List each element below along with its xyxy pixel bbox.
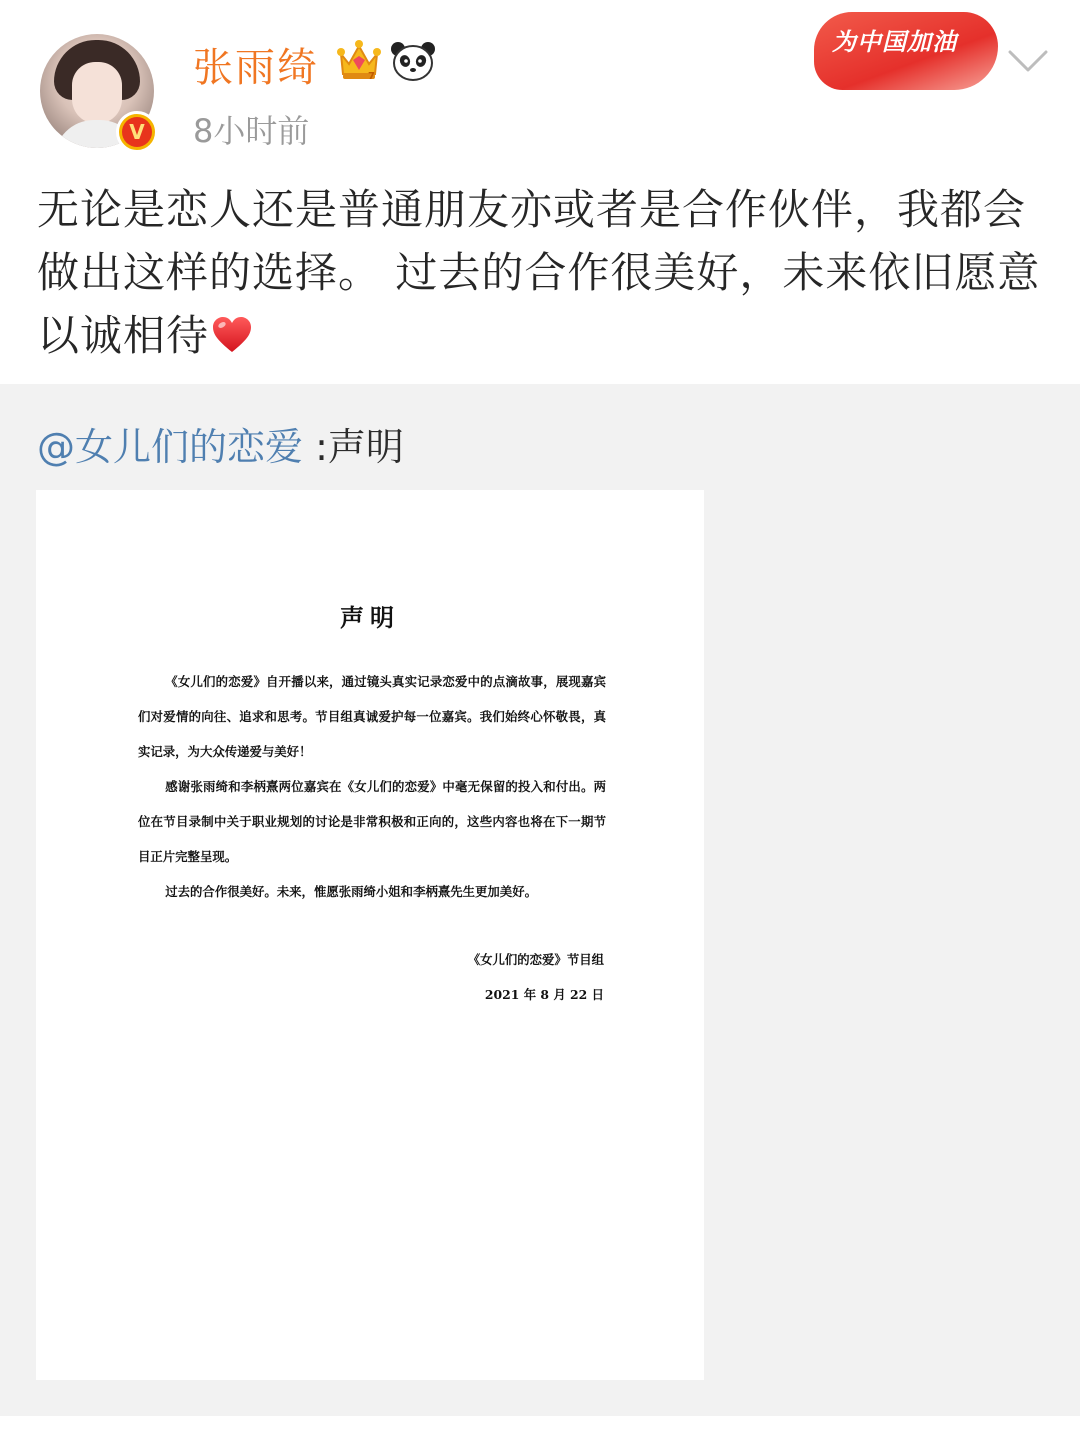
verified-badge-icon xyxy=(116,111,158,153)
statement-title: 声明 xyxy=(340,603,400,632)
mention-link[interactable]: @女儿们的恋爱 xyxy=(37,425,304,469)
statement-paragraph: 《女儿们的恋爱》自开播以来，通过镜头真实记录恋爱中的点滴故事，展现嘉宾们对爱情的向往、追求和思考。节目组真诚爱护每一位嘉宾。我们始终心怀敬畏，真实记录，为大众传递爱与美好！ xyxy=(138,674,606,759)
heart-icon xyxy=(211,316,253,354)
svg-text:7: 7 xyxy=(368,71,375,82)
statement-paragraph: 感谢张雨绮和李柄熹两位嘉宾在《女儿们的恋爱》中毫无保留的投入和付出。两位在节目录制中关于职业规划的讨论是非常积极和正向的，这些内容也将在下一期节目正片完整呈现。 xyxy=(138,779,606,864)
statement-image[interactable] xyxy=(36,490,704,1380)
promo-badge-label: 为中国加油 xyxy=(832,28,957,56)
repost-card[interactable] xyxy=(0,384,1080,1416)
statement-signature-block xyxy=(468,942,604,1012)
verified-mark: V xyxy=(122,117,152,147)
repost-suffix: :声明 xyxy=(303,425,404,469)
statement-signature: 《女儿们的恋爱》节目组 xyxy=(467,952,604,967)
statement-body xyxy=(138,664,606,909)
post-text: 无论是恋人还是普通朋友亦或者是合作伙伴，我都会做出这样的选择。 过去的合作很美好，未来依旧愿意以诚相待 xyxy=(37,185,1041,360)
panda-icon[interactable] xyxy=(390,40,436,82)
crown-icon[interactable] xyxy=(335,38,383,82)
post-body xyxy=(37,178,1047,367)
promo-badge[interactable] xyxy=(810,8,1000,92)
post-timestamp: 8小时前 xyxy=(193,112,310,150)
statement-date: 2021 年 8 月 22 日 xyxy=(484,987,604,1002)
statement-paragraph: 过去的合作很美好。未来，惟愿张雨绮小姐和李柄熹先生更加美好。 xyxy=(165,884,537,899)
post-header xyxy=(0,0,1080,170)
bottom-spacer xyxy=(0,1416,1080,1432)
avatar-face xyxy=(72,62,122,124)
author-name[interactable]: 张雨绮 xyxy=(193,45,319,91)
repost-header xyxy=(37,416,404,471)
chevron-down-icon[interactable] xyxy=(1006,46,1050,76)
